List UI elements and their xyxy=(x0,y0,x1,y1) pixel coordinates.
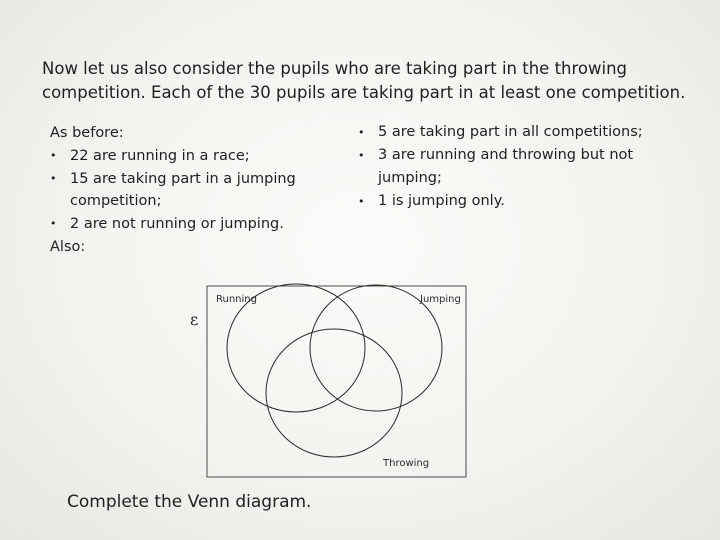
throwing-label: Throwing xyxy=(383,458,430,469)
fact-text: 1 is jumping only. xyxy=(378,193,505,209)
bullet-icon: • xyxy=(50,171,57,185)
bullet-icon: • xyxy=(358,195,365,208)
universal-set-symbol: ε xyxy=(190,310,199,329)
fact-text: 22 are running in a race; xyxy=(70,148,250,164)
jumping-label: Jumping xyxy=(420,294,461,305)
bullet-icon: • xyxy=(50,216,57,230)
throwing-circle xyxy=(266,329,402,457)
fact-text: 3 are running and throwing but not xyxy=(378,147,634,163)
intro-line-1: Now let us also consider the pupils who are taking part in the throwing xyxy=(42,59,628,78)
running-label: Running xyxy=(216,294,257,305)
as-before-heading: As before: xyxy=(50,125,124,141)
fact-text: 2 are not running or jumping. xyxy=(70,215,284,232)
bullet-icon: • xyxy=(358,126,365,139)
instruction-text: Complete the Venn diagram. xyxy=(67,492,312,512)
fact-text: 5 are taking part in all competitions; xyxy=(378,124,643,140)
bullet-icon: • xyxy=(358,149,365,162)
also-label: Also: xyxy=(50,239,86,255)
bullet-icon: • xyxy=(50,149,57,162)
intro-line-2: competition. Each of the 30 pupils are taking part in at least one competition. xyxy=(42,83,686,102)
universal-set-box xyxy=(207,286,466,477)
fact-text: 15 are taking part in a jumping xyxy=(70,170,296,187)
fact-text-continued: competition; xyxy=(70,193,162,209)
fact-text-continued: jumping; xyxy=(378,170,442,186)
